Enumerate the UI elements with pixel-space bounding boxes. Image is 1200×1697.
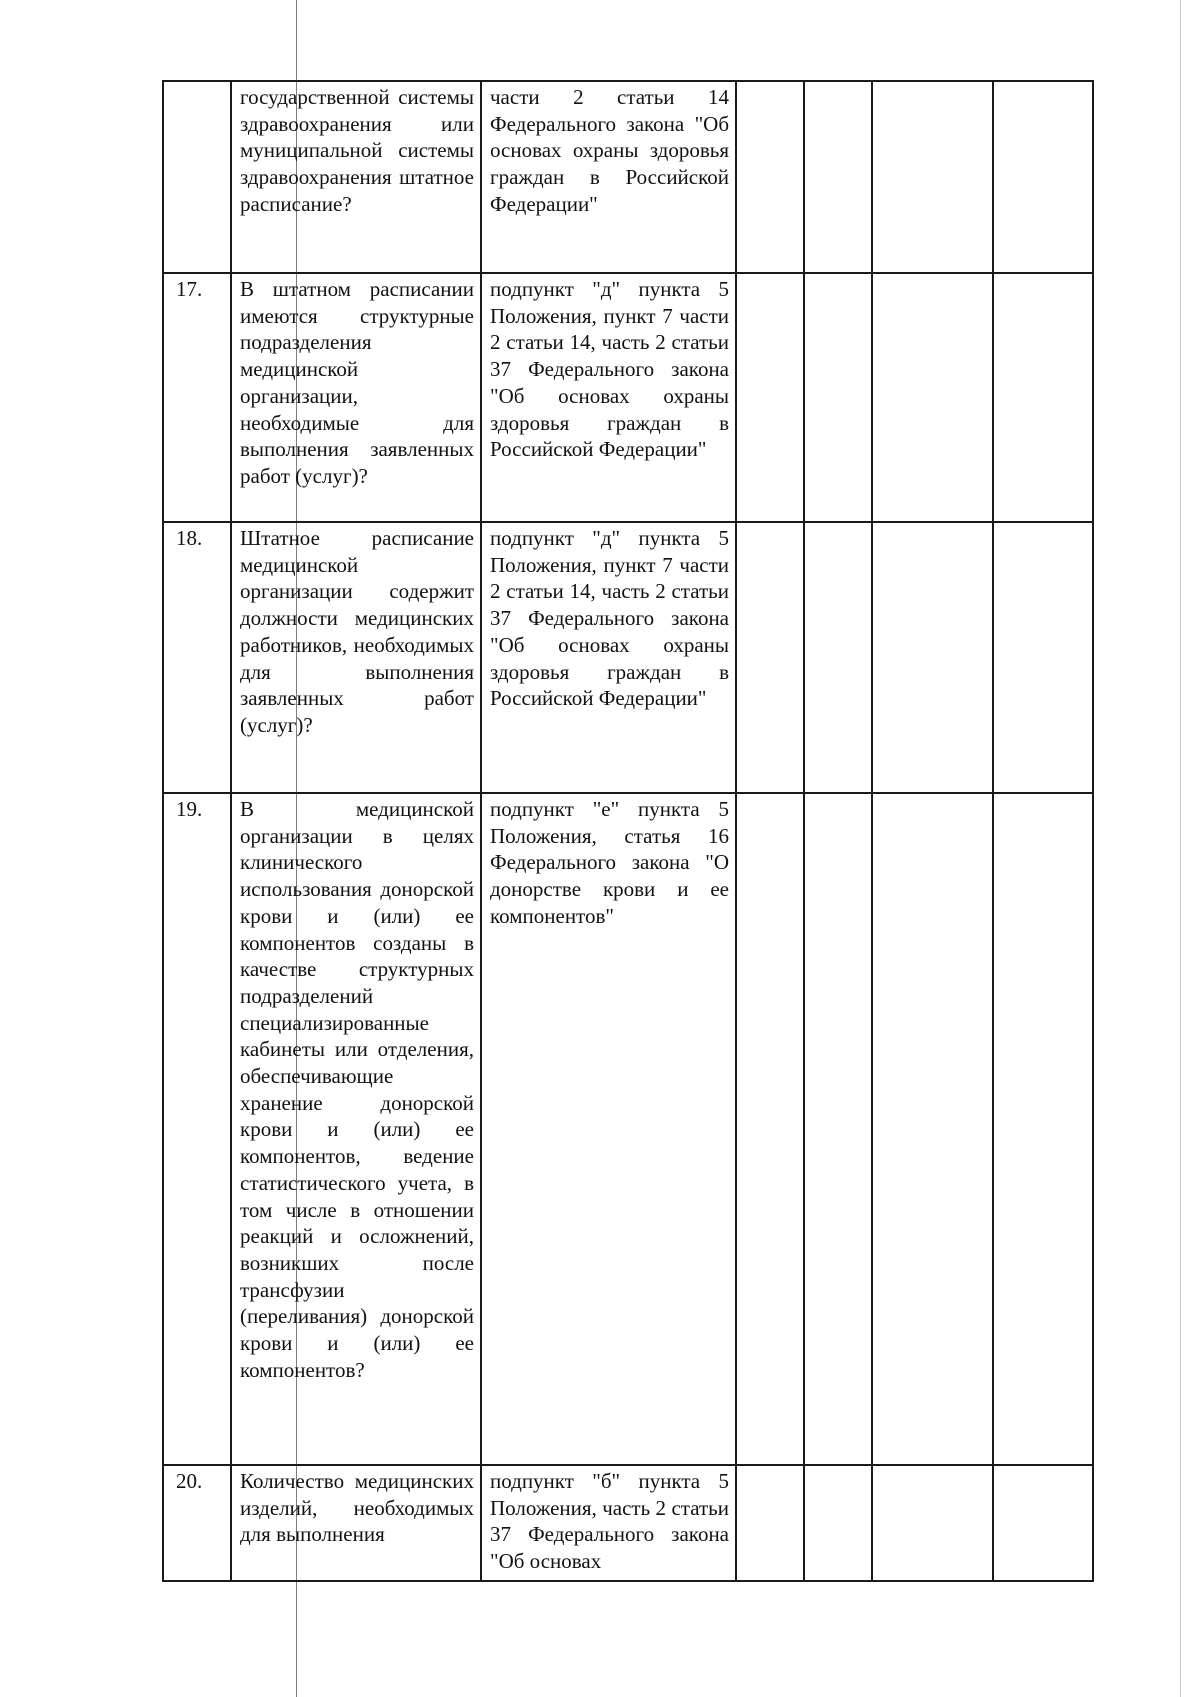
answer-cell bbox=[804, 1465, 872, 1581]
reference-cell: части 2 статьи 14 Федерального закона "Об основах охраны здоровья граждан в Российской Федерации" bbox=[481, 81, 736, 273]
answer-cell bbox=[993, 1465, 1093, 1581]
row-number: 18. bbox=[163, 522, 231, 793]
table-row bbox=[163, 1465, 1093, 1581]
question-cell: государственной системы здравоохранения или муниципальной системы здравоохранения штатное расписание? bbox=[231, 81, 481, 273]
question-cell: В медицинской организации в целях клинического использования донорской крови и (или) ее компонентов созданы в качестве структурных подразделений специализированные кабинеты или отделения, обеспечивающие хранение донорской крови и (или) ее компонентов, ведение статистического учета, в том числе в отношении реакций и осложнений, возникших после трансфузии (переливания) донорской крови и (или) ее компонентов? bbox=[231, 793, 481, 1465]
table-row bbox=[163, 793, 1093, 1465]
reference-cell: подпункт "е" пункта 5 Положения, статья 16 Федерального закона "О донорстве крови и ее компонентов" bbox=[481, 793, 736, 1465]
question-cell: В штатном расписании имеются структурные подразделения медицинской организации, необходимые для выполнения заявленных работ (услуг)? bbox=[231, 273, 481, 522]
row-number: 17. bbox=[163, 273, 231, 522]
row-number: 20. bbox=[163, 1465, 231, 1581]
answer-cell bbox=[993, 81, 1093, 273]
answer-cell bbox=[872, 793, 993, 1465]
table-row bbox=[163, 522, 1093, 793]
reference-cell: подпункт "д" пункта 5 Положения, пункт 7 части 2 статьи 14, часть 2 статьи 37 Федерального закона "Об основах охраны здоровья граждан в Российской Федерации" bbox=[481, 273, 736, 522]
answer-cell bbox=[736, 522, 804, 793]
answer-cell bbox=[993, 522, 1093, 793]
answer-cell bbox=[804, 522, 872, 793]
answer-cell bbox=[804, 793, 872, 1465]
answer-cell bbox=[993, 793, 1093, 1465]
answer-cell bbox=[804, 273, 872, 522]
answer-cell bbox=[736, 1465, 804, 1581]
answer-cell bbox=[736, 273, 804, 522]
answer-cell bbox=[872, 273, 993, 522]
question-cell: Количество медицинских изделий, необходимых для выполнения bbox=[231, 1465, 481, 1581]
answer-cell bbox=[872, 1465, 993, 1581]
scan-edge-line bbox=[1180, 0, 1181, 1697]
answer-cell bbox=[736, 81, 804, 273]
table-row bbox=[163, 273, 1093, 522]
answer-cell bbox=[872, 522, 993, 793]
table-row bbox=[163, 81, 1093, 273]
answer-cell bbox=[804, 81, 872, 273]
row-number: 19. bbox=[163, 793, 231, 1465]
checklist-table bbox=[162, 80, 1094, 1582]
row-number bbox=[163, 81, 231, 273]
answer-cell bbox=[736, 793, 804, 1465]
reference-cell: подпункт "д" пункта 5 Положения, пункт 7 части 2 статьи 14, часть 2 статьи 37 Федерального закона "Об основах охраны здоровья граждан в Российской Федерации" bbox=[481, 522, 736, 793]
question-cell: Штатное расписание медицинской организации содержит должности медицинских работников, необходимых для выполнения заявленных работ (услуг)? bbox=[231, 522, 481, 793]
answer-cell bbox=[872, 81, 993, 273]
reference-cell: подпункт "б" пункта 5 Положения, часть 2 статьи 37 Федерального закона "Об основах bbox=[481, 1465, 736, 1581]
answer-cell bbox=[993, 273, 1093, 522]
